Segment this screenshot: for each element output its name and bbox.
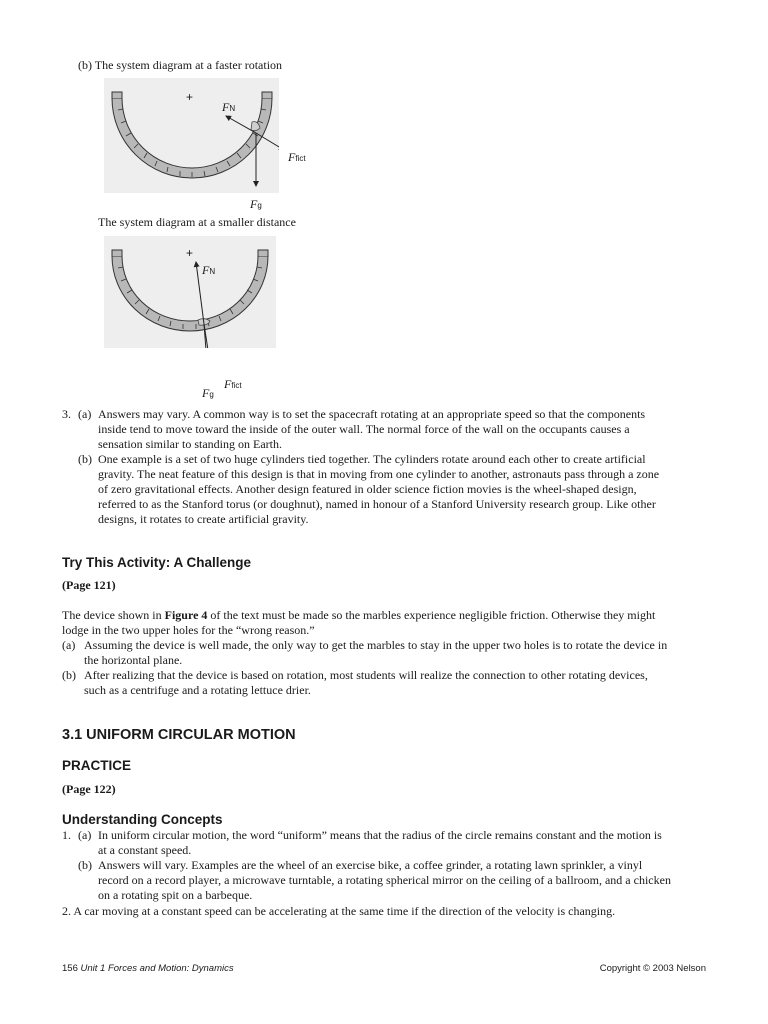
question-3b-text [98,452,718,527]
question-3-number: 3. [62,407,71,421]
question-1a-text [98,828,718,858]
text-line: gravity. The neat feature of this design is that in moving from one cylinder to another, astronauts pass through a zone [98,467,660,481]
question-3b-label: (b) [78,452,92,466]
practice-page-ref: (Page 122) [62,782,116,796]
footer-left [62,961,234,976]
figure-caption-smaller-distance: The system diagram at a smaller distance [98,215,296,229]
text-line: inside tend to move toward the inside of the outer wall. The normal force of the wall on the occupants causes a [98,422,630,436]
intro-post: of the text must be made so the marbles experience negligible friction. Otherwise they might [207,608,656,622]
gravity-force-label-2 [202,386,214,402]
gravity-force-subscript-2: g [209,390,214,399]
fictitious-force-symbol: F [288,150,296,164]
question-1-number: 1. [62,828,71,842]
fictitious-force-subscript-2: fict [231,381,242,390]
page-number: 156 [62,963,78,974]
text-line: After realizing that the device is based on rotation, most students will realize the connection to other rotating devices, [84,668,648,682]
activity-b-label: (b) [62,668,76,682]
text-line: referred to as the Stanford torus (or doughnut), named in honour of a Stanford University research group. Like other [98,497,656,511]
text-line: designs, it rotates to create artificial gravity. [98,512,309,526]
normal-force-label-2 [202,263,215,279]
normal-force-subscript-2: N [209,267,216,276]
intro-line-1 [62,608,722,623]
intro-line-2: lodge in the two upper holes for the “wrong reason.” [62,623,315,637]
activity-intro [62,608,722,638]
normal-force-symbol: F [222,100,230,114]
activity-a-label: (a) [62,638,76,652]
center-plus-sign: + [186,90,194,104]
text-line: at a constant speed. [98,843,192,857]
text-line: on a rotating spit on a barbeque. [98,888,253,902]
fictitious-force-subscript: fict [295,154,306,163]
text-line: Assuming the device is well made, the only way to get the marbles to stay in the upper two holes is to rotate the device in [84,638,668,652]
understanding-concepts-heading: Understanding Concepts [62,812,223,827]
center-plus-sign-2: + [186,246,194,260]
practice-heading: PRACTICE [62,758,132,773]
question-2-text: 2. A car moving at a constant speed can be accelerating at the same time if the direction of the velocity is changing. [62,904,616,918]
gravity-force-label [250,197,262,213]
question-1b-text [98,858,718,903]
gravity-force-symbol-2: F [202,386,210,400]
question-3a-label: (a) [78,407,92,421]
text-line: of zero gravitational effects. Another design featured in older science fiction movies is the wheel-shaped design, [98,482,637,496]
fictitious-force-label [288,150,306,166]
figure-caption-faster-rotation: (b) The system diagram at a faster rotation [78,58,283,72]
activity-b-text [84,668,724,698]
text-line: record on a record player, a microwave turntable, a rotating spherical mirror on the ceiling of a ballroom, and a chicken [98,873,671,887]
fictitious-force-symbol-2: F [224,377,232,391]
fictitious-force-label-2 [224,377,242,393]
text-line: Answers will vary. Examples are the wheel of an exercise bike, a coffee grinder, a rotating lawn sprinkler, a vinyl [98,858,643,872]
text-line: Answers may vary. A common way is to set the spacecraft rotating at an appropriate speed so that the components [98,407,646,421]
normal-force-symbol-2: F [202,263,210,277]
section-title: 3.1 UNIFORM CIRCULAR MOTION [62,727,296,743]
text-line: the horizontal plane. [84,653,183,667]
question-1b-label: (b) [78,858,92,872]
normal-force-label [222,100,235,116]
figure-reference: Figure 4 [164,608,208,622]
activity-page-ref: (Page 121) [62,578,116,592]
text-line: One example is a set of two huge cylinders tied together. The cylinders rotate around each other to create artificial [98,452,646,466]
gravity-force-subscript: g [257,201,262,210]
unit-title: Unit 1 Forces and Motion: Dynamics [80,963,234,974]
footer-copyright: Copyright © 2003 Nelson [599,963,706,974]
activity-a-text [84,638,724,668]
question-1a-label: (a) [78,828,92,842]
question-3a-text [98,407,718,452]
text-line: sensation similar to standing on Earth. [98,437,282,451]
activity-heading: Try This Activity: A Challenge [62,555,252,570]
intro-pre: The device shown in [62,608,165,622]
normal-force-subscript: N [229,104,236,113]
text-line: In uniform circular motion, the word “uniform” means that the radius of the circle remains constant and the motion is [98,828,662,842]
gravity-force-symbol: F [250,197,258,211]
text-line: such as a centrifuge and a rotating lettuce drier. [84,683,311,697]
